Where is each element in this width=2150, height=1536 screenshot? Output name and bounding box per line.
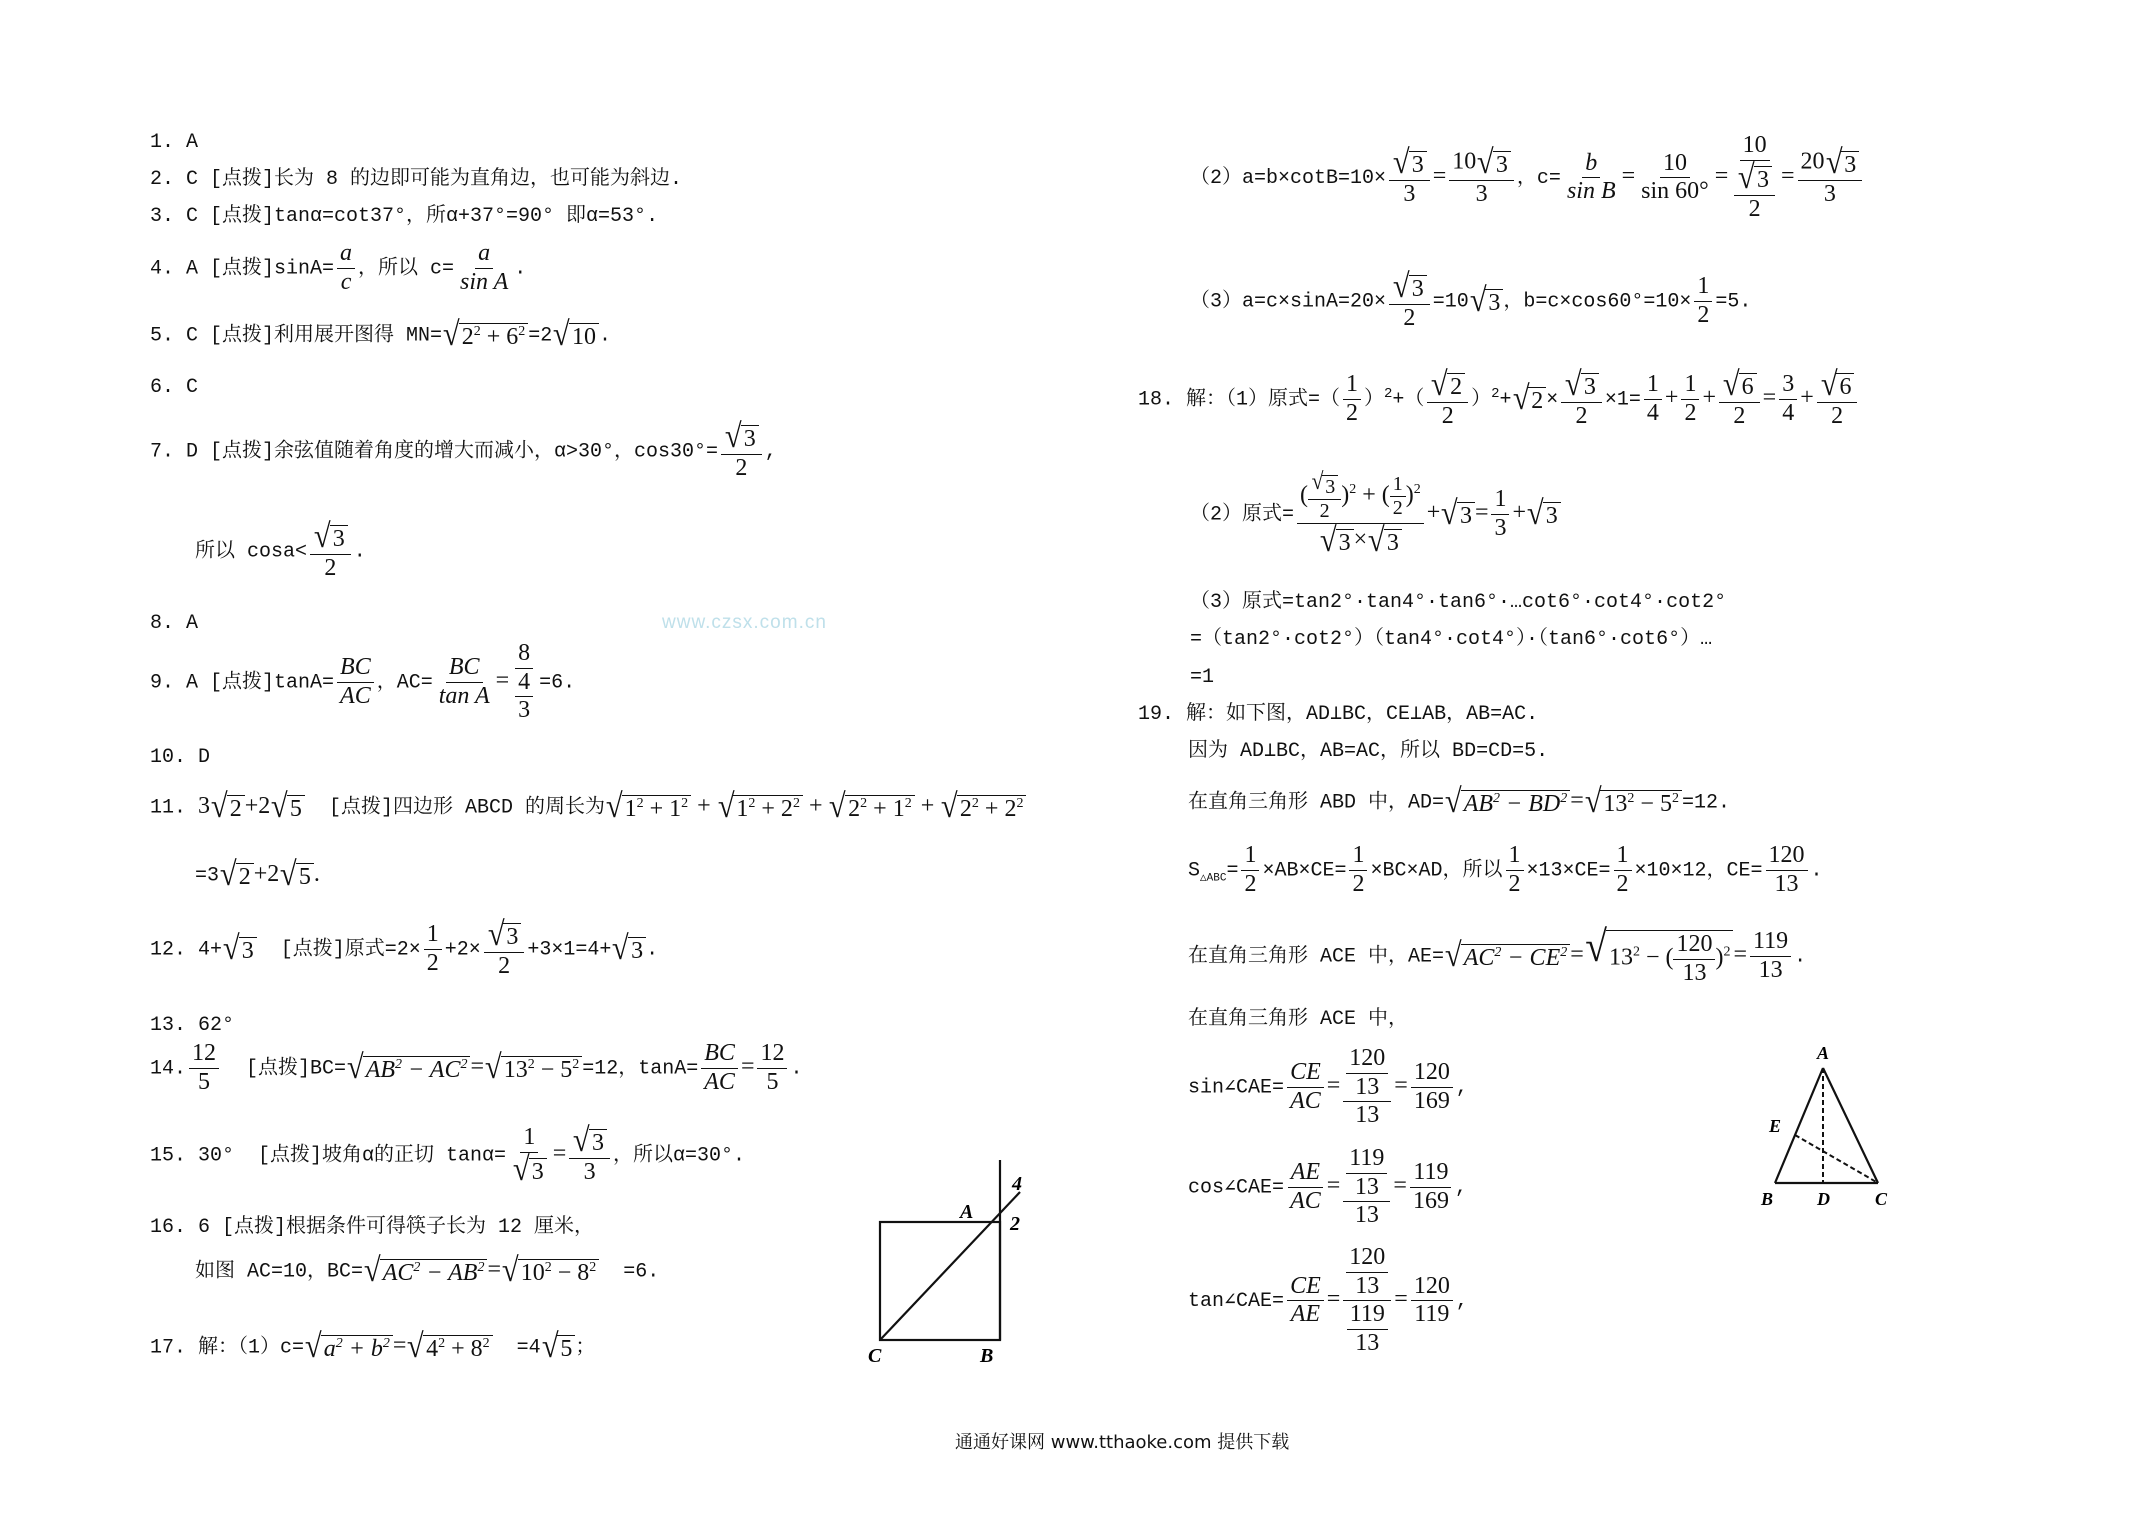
answer-9-text: 9. A [点拨]tanA= [150, 671, 335, 695]
label-A: A [960, 1201, 974, 1223]
label-B: B [980, 1345, 994, 1367]
answer-19-d-text: =12. [1681, 791, 1730, 815]
answer-4-text-b: ，所以 c= [358, 257, 455, 281]
answer-17-3: （3）a=c×sinA=20× √ 3 2 =10 √ 3 ，b=c×cos60°=10× $\frac{1}{2}$ =5. [1190, 268, 1752, 331]
answer-18-1: 18. 解：（1）原式=（ $\frac{1}{2}$ ）$^2$+（ √ 2 2 ）$^2$+ √ 2 × √ 3 2 ×1= $\frac{1}{4}$ + $\frac{1}{2}$ + √ 6 2 = $\frac{3}{4}$ + √ 6 2 [1138, 368, 1860, 431]
answer-18-3-b: =（tan2°·cot2°）（tan4°·cot4°）·（tan6°·cot6°）… [1190, 628, 1713, 651]
answer-16-text-c: =6. [623, 1260, 660, 1284]
answer-17-text: 17. 解：（1）c= [150, 1336, 305, 1360]
answer-7-text-b: 所以 cosa< [195, 540, 308, 564]
answer-17-2-text-b: ，c= [1516, 166, 1561, 190]
answer-11: 11. 3 √ 2 +2 √ 5 [点拨]四边形 ABCD 的周长为 √ $1^2 + 1^2$ + √ $1^2 + 2^2$ + √ $2^2 + 1^2$ + √ $2^2 + 2^2$ [150, 790, 1026, 824]
answer-9: 9. A [点拨]tanA= $\frac{BC}{AC}$ ，AC= $\frac{BC}{\text{tan A}}$ = $\frac{8}{\frac{4}{3}}$ =6. [150, 640, 576, 724]
answer-17-2: （2）a=b×cotB=10× √ 3 3 = 10 √ 3 3 ，c= $\frac{b}{\text{sin B}}$ = $\frac{10}{\sin 60^\circ}$ = 10 √ 3 2 = 20 √ 3 3 [1190, 132, 1865, 223]
answer-19-c-text: 在直角三角形 ABD 中，AD= [1188, 791, 1445, 815]
answer-12-text-c: +2× [444, 938, 481, 962]
answer-14: 14. $\frac{12}{5}$ [点拨]BC= √ $AB^2 - AC^2$ = √ $13^2 - 5^2$ =12，tanA= $\frac{BC}{AC}$ = $\frac{12}{5}$ . [150, 1040, 803, 1095]
answer-4-text: 4. A [点拨]sinA= [150, 257, 335, 281]
answer-17-3-text-d: =5. [1715, 290, 1752, 314]
answer-18-3-c: =1 [1190, 666, 1215, 689]
answer-19-sin: sin∠CAE= $\frac{CE}{AC}$ = $\frac{\frac{120}{13}}{13}$ = $\frac{120}{169}$ , [1188, 1045, 1468, 1129]
tri-label-C: C [1875, 1189, 1888, 1209]
answer-5: 5. C [点拨]利用展开图得 MN= √ $2^2 + 6^2$ =2 √ 10 . [150, 316, 611, 353]
answer-8: 8. A [150, 612, 199, 635]
answer-15-text: [点拨]坡角α的正切 tanα= [258, 1144, 507, 1168]
answer-6: 6. C [150, 376, 199, 399]
watermark: www.czsx.com.cn [662, 612, 827, 633]
answer-15-text-c: ，所以α=30°. [612, 1144, 745, 1168]
answer-16-text: 如图 AC=10，BC= [195, 1260, 364, 1284]
answer-18-2: （2）原式= ( √ 3 2 )$^2$ + ( $\frac{1}{2}$ )$^2$ √ 3 × √ 3 + √ 3 = $\frac{1}{3}$ + √ 3 [1190, 470, 1561, 558]
answer-14-text-c: =12，tanA= [582, 1057, 699, 1081]
answer-12-num: 12. 4+ [150, 938, 223, 962]
footer-credit: 通通好课网 www.tthaoke.com 提供下载 [955, 1432, 1290, 1453]
answer-7-text: 7. D [点拨]余弦值随着角度的增大而减小，α>30°，cos30°= [150, 440, 719, 464]
answer-10: 10. D [150, 746, 211, 769]
answer-18-3: （3）原式=tan2°·tan4°·tan6°·…cot6°·cot4°·cot2° [1190, 591, 1727, 614]
answer-1: 1. A [150, 131, 199, 154]
triangle-figure [1745, 1035, 1905, 1215]
tri-label-B: B [1761, 1189, 1774, 1209]
answer-12-text-d: +3×1=4+ [527, 938, 612, 962]
answer-19-c: 在直角三角形 ABD 中，AD= √ $AB^2 - BD^2$ = √ $13^2 - 5^2$ =12. [1188, 783, 1730, 820]
answer-15-num: 15. 30° [150, 1144, 235, 1168]
answer-13: 13. 62° [150, 1014, 235, 1037]
answer-7-cont: 所以 cosa< √ 3 2 . [195, 518, 366, 581]
answer-19: 19. 解：如下图，AD⊥BC，CE⊥AB，AB=AC. [1138, 703, 1539, 726]
answer-19-h-text: ×10×12，CE= [1634, 859, 1763, 883]
answer-19-f-text: ×BC×AD，所以 [1370, 859, 1503, 883]
label-4: 4 [1012, 1173, 1022, 1195]
answer-12-text: [点拨]原式=2× [280, 938, 421, 962]
answer-11-num: 11. [150, 796, 187, 820]
answer-14-text: [点拨]BC= [246, 1057, 347, 1081]
answer-5-text: 5. C [点拨]利用展开图得 MN= [150, 324, 443, 348]
square-figure [860, 1150, 1040, 1380]
answer-19-g-text: ×13×CE= [1526, 859, 1611, 883]
answer-19-e-text: ×AB×CE= [1262, 859, 1347, 883]
answer-19-area: $S_{\triangle ABC}=$ $\frac{1}{2}$ ×AB×CE= $\frac{1}{2}$ ×BC×AD，所以 $\frac{1}{2}$ ×13×CE= $\frac{1}{2}$ ×10×12，CE= $\frac{120}{13}$ . [1188, 842, 1823, 897]
answer-19-b: 因为 AD⊥BC，AB=AC，所以 BD=CD=5. [1188, 740, 1549, 763]
answer-19-j: 在直角三角形 ACE 中， [1188, 1008, 1409, 1031]
answer-11-cont: =3 √ 2 +2 √ 5 . [195, 856, 320, 893]
answer-7: 7. D [点拨]余弦值随着角度的增大而减小，α>30°，cos30°= √ 3 2 , [150, 418, 777, 481]
tri-label-D: D [1817, 1189, 1830, 1209]
answer-11-text-c: =3 [195, 864, 220, 888]
answer-2: 2. C [点拨]长为 8 的边即可能为直角边，也可能为斜边. [150, 168, 683, 191]
answer-16: 16. 6 [点拨]根据条件可得筷子长为 12 厘米， [150, 1216, 595, 1239]
answer-14-num: 14. [150, 1057, 187, 1081]
tri-label-E: E [1769, 1116, 1782, 1136]
answer-17-3-text: （3）a=c×sinA=20× [1190, 290, 1387, 314]
answer-18-2-text: （2）原式= [1190, 503, 1295, 527]
label-2: 2 [1010, 1213, 1020, 1235]
answer-4: 4. A [点拨]sinA= $\frac{a}{c}$ ，所以 c= $\frac{a}{\text{sin A}}$ . [150, 240, 527, 295]
answer-19-sin-label: sin∠CAE= [1188, 1076, 1285, 1100]
answer-19-cos-label: cos∠CAE= [1188, 1176, 1285, 1200]
tri-label-A: A [1817, 1043, 1830, 1063]
answer-5-text-b: =2 [528, 324, 553, 348]
answer-17-text-b: =4 [516, 1336, 541, 1360]
answer-12: 12. 4+ √ 3 [点拨]原式=2× $\frac{1}{2}$ +2× √ 3 2 +3×1=4+ √ 3 . [150, 916, 659, 979]
answer-16-cont: 如图 AC=10，BC= √ $AC^2 - AB^2$ = √ $10^2 - 8^2$ =6. [195, 1252, 660, 1289]
answer-9-text-c: =6. [539, 671, 576, 695]
answer-19-cos: cos∠CAE= $\frac{AE}{AC}$ = $\frac{\frac{119}{13}}{13}$ = $\frac{119}{169}$ , [1188, 1145, 1467, 1229]
answer-19-ae: 在直角三角形 ACE 中，AE= √ $AC^2 - CE^2$ = √ $13^2$ − ( $\frac{120}{13}$ )$^2$ = $\frac{119}{13}$ . [1188, 922, 1807, 986]
answer-19-tan: tan∠CAE= $\frac{CE}{AE}$ = $\frac{\frac{120}{13}}{\frac{119}{13}}$ = $\frac{120}{119}$ , [1188, 1244, 1468, 1356]
answer-18-text: 18. 解：（1）原式=（ [1138, 388, 1341, 412]
label-C: C [868, 1345, 882, 1367]
answer-3: 3. C [点拨]tanα=cot37°，所α+37°=90° 即α=53°. [150, 205, 659, 228]
answer-17: 17. 解：（1）c= √ $a^2 + b^2$ = √ $4^2 + 8^2$ =4 √ 5 ； [150, 1328, 596, 1365]
answer-17-3-text-c: ，b=c×cos60°=10× [1503, 290, 1692, 314]
answer-11-text: [点拨]四边形 ABCD 的周长为 [328, 796, 605, 820]
answer-9-text-b: ，AC= [376, 671, 433, 695]
answer-19-tan-label: tan∠CAE= [1188, 1289, 1285, 1313]
answer-15: 15. 30° [点拨]坡角α的正切 tanα= 1 √ 3 = √ 3 3 ，所以α=30°. [150, 1122, 745, 1188]
answer-17-2-text: （2）a=b×cotB=10× [1190, 166, 1387, 190]
answer-19-i-text: 在直角三角形 ACE 中，AE= [1188, 945, 1445, 969]
answer-17-3-text-b: =10 [1432, 290, 1469, 314]
